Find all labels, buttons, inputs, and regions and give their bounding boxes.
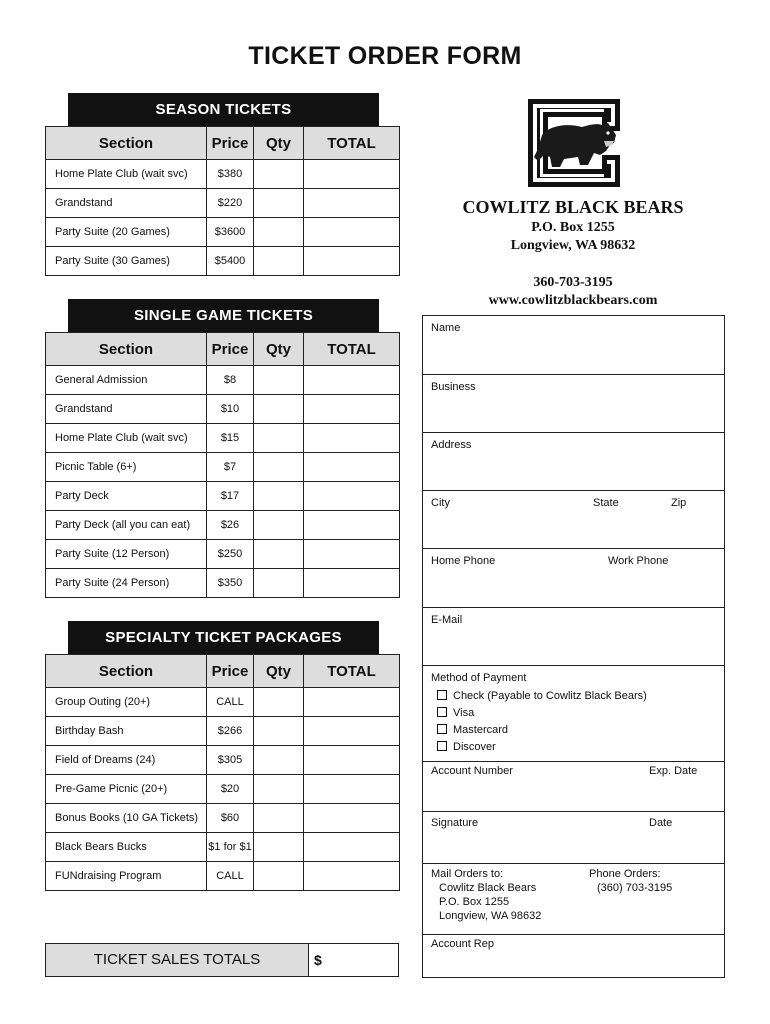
qty-cell[interactable] xyxy=(254,189,304,218)
table-row xyxy=(46,569,400,598)
org-city: Longview, WA 98632 xyxy=(510,238,636,253)
checkbox-icon[interactable] xyxy=(437,724,447,734)
totals-currency[interactable]: $ xyxy=(314,952,322,968)
col-qty: Qty xyxy=(254,127,304,160)
single-game-table xyxy=(45,332,400,598)
total-cell[interactable] xyxy=(304,366,400,395)
price-cell: $3600 xyxy=(207,218,254,247)
col-price: Price xyxy=(207,655,254,688)
total-cell[interactable] xyxy=(304,862,400,891)
total-cell[interactable] xyxy=(304,395,400,424)
table-row xyxy=(46,833,400,862)
section-cell: Picnic Table (6+) xyxy=(46,453,207,482)
table-row xyxy=(46,218,400,247)
section-cell: Party Suite (12 Person) xyxy=(46,540,207,569)
single-game-heading: SINGLE GAME TICKETS xyxy=(68,299,379,332)
price-cell: $26 xyxy=(207,511,254,540)
section-cell: Grandstand xyxy=(46,395,207,424)
section-cell: Pre-Game Picnic (20+) xyxy=(46,775,207,804)
col-total: TOTAL xyxy=(304,127,400,160)
price-cell: $15 xyxy=(207,424,254,453)
section-cell: Field of Dreams (24) xyxy=(46,746,207,775)
table-row xyxy=(46,804,400,833)
city-label: City xyxy=(431,497,450,509)
price-cell: $8 xyxy=(207,366,254,395)
price-cell: $5400 xyxy=(207,247,254,276)
total-cell[interactable] xyxy=(304,804,400,833)
col-qty: Qty xyxy=(254,333,304,366)
email-field[interactable] xyxy=(423,608,724,666)
table-row xyxy=(46,160,400,189)
qty-cell[interactable] xyxy=(254,833,304,862)
total-cell[interactable] xyxy=(304,247,400,276)
ticket-sales-totals xyxy=(45,943,399,977)
total-cell[interactable] xyxy=(304,775,400,804)
col-qty: Qty xyxy=(254,655,304,688)
price-cell: $1 for $1 xyxy=(207,833,254,862)
total-cell[interactable] xyxy=(304,569,400,598)
col-total: TOTAL xyxy=(304,333,400,366)
table-row xyxy=(46,717,400,746)
section-cell: Party Suite (30 Games) xyxy=(46,247,207,276)
qty-cell[interactable] xyxy=(254,218,304,247)
col-price: Price xyxy=(207,333,254,366)
section-cell: Home Plate Club (wait svc) xyxy=(46,424,207,453)
section-cell: Home Plate Club (wait svc) xyxy=(46,160,207,189)
payment-option-discover[interactable]: Discover xyxy=(437,741,496,753)
total-cell[interactable] xyxy=(304,482,400,511)
city-state-zip-field[interactable] xyxy=(423,491,724,549)
home-phone-label: Home Phone xyxy=(431,555,496,567)
qty-cell[interactable] xyxy=(254,511,304,540)
account-rep-field[interactable] xyxy=(423,935,724,977)
zip-label: Zip xyxy=(671,497,687,509)
account-number-label: Account Number xyxy=(431,765,513,777)
page-title: TICKET ORDER FORM xyxy=(248,42,522,70)
qty-cell[interactable] xyxy=(254,247,304,276)
email-label: E-Mail xyxy=(431,614,463,626)
qty-cell[interactable] xyxy=(254,453,304,482)
table-row xyxy=(46,511,400,540)
date-label: Date xyxy=(649,817,673,829)
mail-line-3: Longview, WA 98632 xyxy=(439,910,542,922)
season-tickets-heading: SEASON TICKETS xyxy=(68,93,379,126)
qty-cell[interactable] xyxy=(254,688,304,717)
table-row xyxy=(46,746,400,775)
table-row xyxy=(46,424,400,453)
total-cell[interactable] xyxy=(304,424,400,453)
total-cell[interactable] xyxy=(304,746,400,775)
section-cell: Party Suite (24 Person) xyxy=(46,569,207,598)
price-cell: $20 xyxy=(207,775,254,804)
total-cell[interactable] xyxy=(304,218,400,247)
table-row xyxy=(46,366,400,395)
mail-line-2: P.O. Box 1255 xyxy=(439,896,510,908)
account-number-field[interactable] xyxy=(423,762,724,812)
exp-date-label: Exp. Date xyxy=(649,765,698,777)
qty-cell[interactable] xyxy=(254,482,304,511)
col-price: Price xyxy=(207,127,254,160)
address-label: Address xyxy=(431,439,472,451)
account-rep-label: Account Rep xyxy=(431,938,494,950)
total-cell[interactable] xyxy=(304,189,400,218)
name-field[interactable] xyxy=(423,316,724,375)
table-row xyxy=(46,247,400,276)
business-label: Business xyxy=(431,381,476,393)
table-row xyxy=(46,688,400,717)
work-phone-label: Work Phone xyxy=(608,555,669,567)
total-cell[interactable] xyxy=(304,717,400,746)
business-field[interactable] xyxy=(423,375,724,433)
phone-orders-label: Phone Orders: xyxy=(589,868,661,880)
table-row xyxy=(46,482,400,511)
qty-cell[interactable] xyxy=(254,717,304,746)
signature-field[interactable] xyxy=(423,812,724,864)
col-total: TOTAL xyxy=(304,655,400,688)
price-cell: $250 xyxy=(207,540,254,569)
qty-cell[interactable] xyxy=(254,862,304,891)
section-cell: Black Bears Bucks xyxy=(46,833,207,862)
section-cell: Party Suite (20 Games) xyxy=(46,218,207,247)
org-name: COWLITZ BLACK BEARS xyxy=(462,197,684,217)
total-cell[interactable] xyxy=(304,453,400,482)
section-cell: Party Deck xyxy=(46,482,207,511)
qty-cell[interactable] xyxy=(254,395,304,424)
signature-label: Signature xyxy=(431,817,479,829)
total-cell[interactable] xyxy=(304,160,400,189)
phone-orders-number: (360) 703-3195 xyxy=(597,882,673,894)
checkbox-icon[interactable] xyxy=(437,741,447,751)
section-cell: Group Outing (20+) xyxy=(46,688,207,717)
checkbox-icon[interactable] xyxy=(437,690,447,700)
checkbox-icon[interactable] xyxy=(437,707,447,717)
section-cell: FUNdraising Program xyxy=(46,862,207,891)
price-cell: $10 xyxy=(207,395,254,424)
order-contact-info xyxy=(423,864,724,935)
price-cell: $60 xyxy=(207,804,254,833)
section-cell: Bonus Books (10 GA Tickets) xyxy=(46,804,207,833)
specialty-packages-heading: SPECIALTY TICKET PACKAGES xyxy=(68,621,379,654)
col-section: Section xyxy=(46,333,207,366)
totals-label: TICKET SALES TOTALS xyxy=(46,944,309,976)
payment-option-mastercard[interactable]: Mastercard xyxy=(437,724,508,736)
col-section: Section xyxy=(46,127,207,160)
total-cell[interactable] xyxy=(304,833,400,862)
org-website[interactable]: www.cowlitzblackbears.com xyxy=(488,293,658,308)
price-cell: $17 xyxy=(207,482,254,511)
total-cell[interactable] xyxy=(304,688,400,717)
price-cell: $350 xyxy=(207,569,254,598)
table-row xyxy=(46,862,400,891)
qty-cell[interactable] xyxy=(254,424,304,453)
total-cell[interactable] xyxy=(304,511,400,540)
section-cell: General Admission xyxy=(46,366,207,395)
name-label: Name xyxy=(431,322,461,334)
price-cell: CALL xyxy=(207,862,254,891)
table-row xyxy=(46,395,400,424)
section-cell: Party Deck (all you can eat) xyxy=(46,511,207,540)
price-cell: CALL xyxy=(207,688,254,717)
specialty-packages-table xyxy=(45,654,400,891)
mail-orders-label: Mail Orders to: xyxy=(431,868,504,880)
table-row xyxy=(46,540,400,569)
payment-option-check[interactable]: Check (Payable to Cowlitz Black Bears) xyxy=(437,690,647,702)
price-cell: $305 xyxy=(207,746,254,775)
table-row xyxy=(46,189,400,218)
price-cell: $220 xyxy=(207,189,254,218)
season-tickets-table xyxy=(45,126,400,276)
address-field[interactable] xyxy=(423,433,724,491)
bear-logo-icon xyxy=(520,95,630,191)
table-row xyxy=(46,775,400,804)
customer-info-form xyxy=(422,315,725,978)
total-cell[interactable] xyxy=(304,540,400,569)
price-cell: $7 xyxy=(207,453,254,482)
qty-cell[interactable] xyxy=(254,775,304,804)
table-row xyxy=(46,453,400,482)
org-po-box: P.O. Box 1255 xyxy=(531,220,615,235)
col-section: Section xyxy=(46,655,207,688)
mail-line-1: Cowlitz Black Bears xyxy=(439,882,537,894)
payment-method-label: Method of Payment xyxy=(431,672,527,684)
section-cell: Grandstand xyxy=(46,189,207,218)
price-cell: $266 xyxy=(207,717,254,746)
org-phone: 360-703-3195 xyxy=(533,275,613,290)
qty-cell[interactable] xyxy=(254,746,304,775)
state-label: State xyxy=(593,497,619,509)
qty-cell[interactable] xyxy=(254,804,304,833)
phone-field[interactable] xyxy=(423,549,724,608)
qty-cell[interactable] xyxy=(254,366,304,395)
section-cell: Birthday Bash xyxy=(46,717,207,746)
payment-method-section xyxy=(423,666,724,762)
qty-cell[interactable] xyxy=(254,569,304,598)
payment-option-visa[interactable]: Visa xyxy=(437,707,474,719)
qty-cell[interactable] xyxy=(254,540,304,569)
price-cell: $380 xyxy=(207,160,254,189)
qty-cell[interactable] xyxy=(254,160,304,189)
